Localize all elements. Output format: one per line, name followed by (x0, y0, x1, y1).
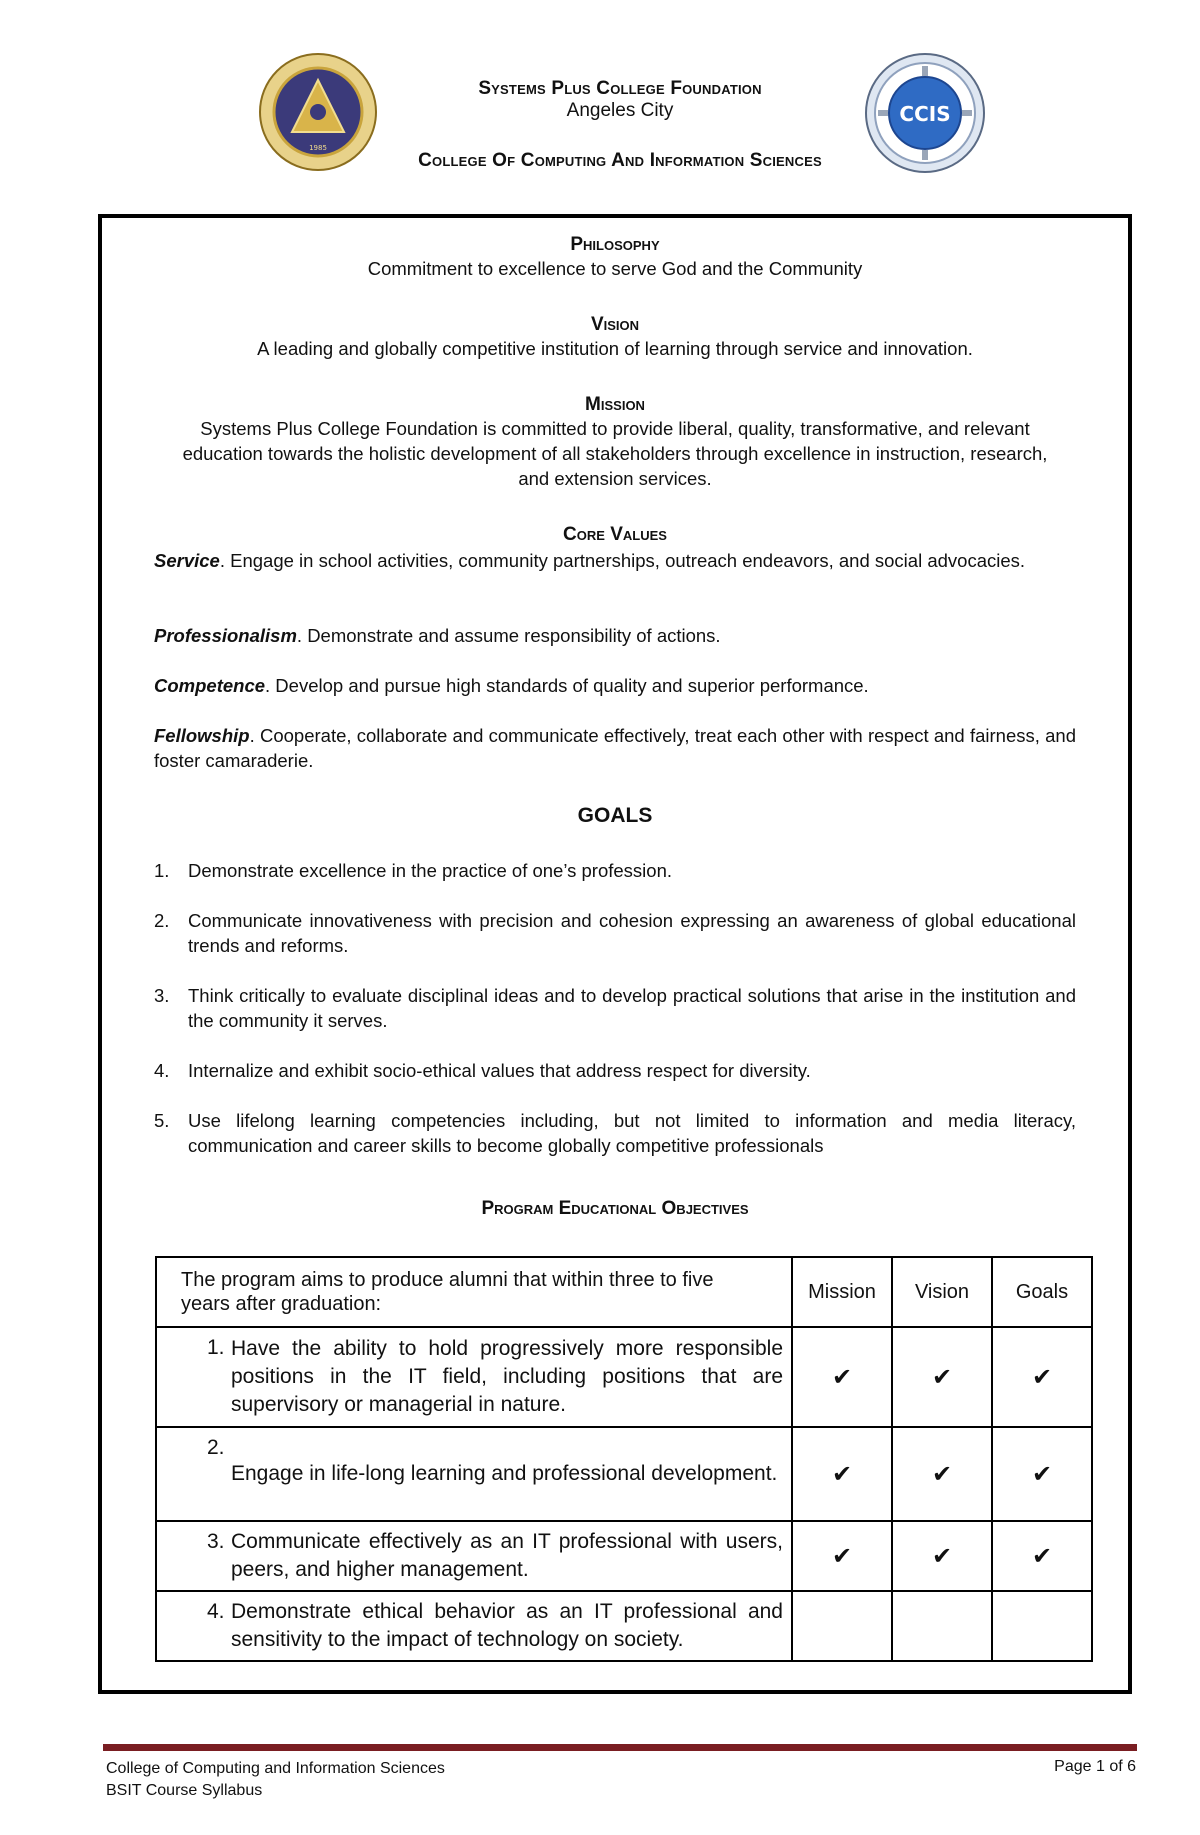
peo-number: 4. (207, 1600, 225, 1623)
peo-item (156, 1327, 792, 1427)
check-icon: ✔ (792, 1427, 892, 1521)
goal-text: Demonstrate excellence in the practice of one’s profession. (188, 860, 673, 881)
check-cell-empty (992, 1591, 1092, 1661)
check-icon: ✔ (992, 1327, 1092, 1427)
college-name: College Of Computing And Information Sciences (418, 150, 822, 171)
mission-section (122, 394, 1108, 491)
institution-name: Systems Plus College Foundation (478, 78, 762, 99)
core-values-heading-block (122, 524, 1108, 546)
goal-item (154, 1108, 1076, 1158)
institution-city: Angeles City (566, 100, 674, 121)
core-values-heading: Core Values (563, 524, 667, 545)
page-header (0, 0, 1200, 200)
check-icon: ✔ (992, 1521, 1092, 1591)
check-icon: ✔ (792, 1327, 892, 1427)
core-value-desc: . Cooperate, collaborate and communicate effectively, treat each other with respect and fairness, and foster camaraderie. (154, 725, 1076, 771)
goal-item (154, 858, 1076, 883)
goal-item (154, 1058, 1076, 1083)
core-value-item (154, 723, 1076, 773)
svg-text:CCIS: CCIS (899, 102, 951, 126)
check-icon: ✔ (892, 1521, 992, 1591)
footer-info (106, 1758, 445, 1802)
peo-table (155, 1256, 1093, 1662)
mission-line: Systems Plus College Foundation is committed to provide liberal, quality, transformative, and relevant (200, 418, 1030, 439)
core-value-term: Competence (154, 675, 266, 696)
footer-document: BSIT Course Syllabus (106, 1782, 263, 1799)
check-cell-empty (792, 1591, 892, 1661)
mission-heading: Mission (585, 394, 645, 415)
goal-number: 2. (154, 910, 170, 931)
core-value-item (154, 548, 1076, 573)
check-cell-empty (892, 1591, 992, 1661)
philosophy-heading: Philosophy (570, 234, 660, 255)
content-frame (98, 214, 1132, 1694)
peo-item (156, 1591, 792, 1661)
goal-number: 4. (154, 1060, 170, 1081)
goal-text: Use lifelong learning competencies including, but not limited to information and media literacy, communication and career skills to become globally competitive professionals (188, 1110, 1076, 1156)
core-value-term: Service (154, 550, 220, 571)
core-value-item (154, 623, 1076, 648)
goal-item (154, 983, 1076, 1033)
table-row (156, 1521, 1092, 1591)
core-value-term: Fellowship (154, 725, 250, 746)
check-icon: ✔ (792, 1521, 892, 1591)
goal-text: Communicate innovativeness with precision and cohesion expressing an awareness of global educational trends and reforms. (188, 910, 1076, 956)
table-header-row (156, 1257, 1092, 1327)
check-icon: ✔ (992, 1427, 1092, 1521)
peo-number: 2. (207, 1436, 225, 1459)
philosophy-section (122, 234, 1108, 281)
core-value-desc: . Engage in school activities, community partnerships, outreach endeavors, and social advocacies. (219, 550, 1026, 571)
goal-number: 1. (154, 860, 170, 881)
footer-divider (103, 1744, 1137, 1751)
peo-item (156, 1521, 792, 1591)
table-row (156, 1427, 1092, 1521)
footer-college: College of Computing and Information Sciences (106, 1760, 445, 1777)
peo-text: Demonstrate ethical behavior as an IT professional and sensitivity to the impact of technology on society. (231, 1600, 783, 1651)
check-icon: ✔ (892, 1327, 992, 1427)
table-row (156, 1591, 1092, 1661)
column-header-vision: Vision (892, 1257, 992, 1327)
core-value-desc: . Demonstrate and assume responsibility of actions. (296, 625, 721, 646)
peo-text: Have the ability to hold progressively more responsible positions in the IT field, including positions that are supervisory or managerial in nature. (231, 1337, 783, 1416)
peo-item (156, 1427, 792, 1521)
mission-line: education towards the holistic development of all stakeholders through excellence in instruction, research, (182, 443, 1048, 464)
philosophy-text: Commitment to excellence to serve God and the Community (367, 258, 863, 279)
vision-heading: Vision (590, 314, 640, 335)
core-value-item (154, 673, 1076, 698)
goal-item (154, 908, 1076, 958)
peo-intro: The program aims to produce alumni that within three to five years after graduation: (156, 1257, 792, 1327)
column-header-goals: Goals (992, 1257, 1092, 1327)
goal-text: Internalize and exhibit socio-ethical values that address respect for diversity. (188, 1060, 811, 1081)
peo-text: Communicate effectively as an IT professional with users, peers, and higher management. (231, 1530, 783, 1581)
column-header-mission: Mission (792, 1257, 892, 1327)
goals-heading: GOALS (577, 804, 653, 827)
core-value-term: Professionalism (154, 625, 297, 646)
goal-number: 3. (154, 985, 170, 1006)
mission-line: and extension services. (518, 468, 712, 489)
svg-text:1985: 1985 (309, 144, 327, 152)
peo-text: Engage in life-long learning and professional development. (231, 1462, 778, 1485)
peo-number: 1. (207, 1336, 225, 1359)
vision-section (122, 314, 1108, 361)
ccis-seal-logo (864, 52, 986, 174)
peo-number: 3. (207, 1530, 225, 1553)
peo-heading-block (122, 1198, 1108, 1220)
vision-text: A leading and globally competitive institution of learning through service and innovation. (257, 338, 973, 359)
page-number: Page 1 of 6 (1054, 1758, 1136, 1775)
check-icon: ✔ (892, 1427, 992, 1521)
core-value-desc: . Develop and pursue high standards of quality and superior performance. (265, 675, 869, 696)
peo-heading: Program Educational Objectives (481, 1198, 749, 1219)
table-row (156, 1327, 1092, 1427)
goal-number: 5. (154, 1110, 170, 1131)
goal-text: Think critically to evaluate disciplinal ideas and to develop practical solutions that arise in the institution and the community it serves. (188, 985, 1076, 1031)
